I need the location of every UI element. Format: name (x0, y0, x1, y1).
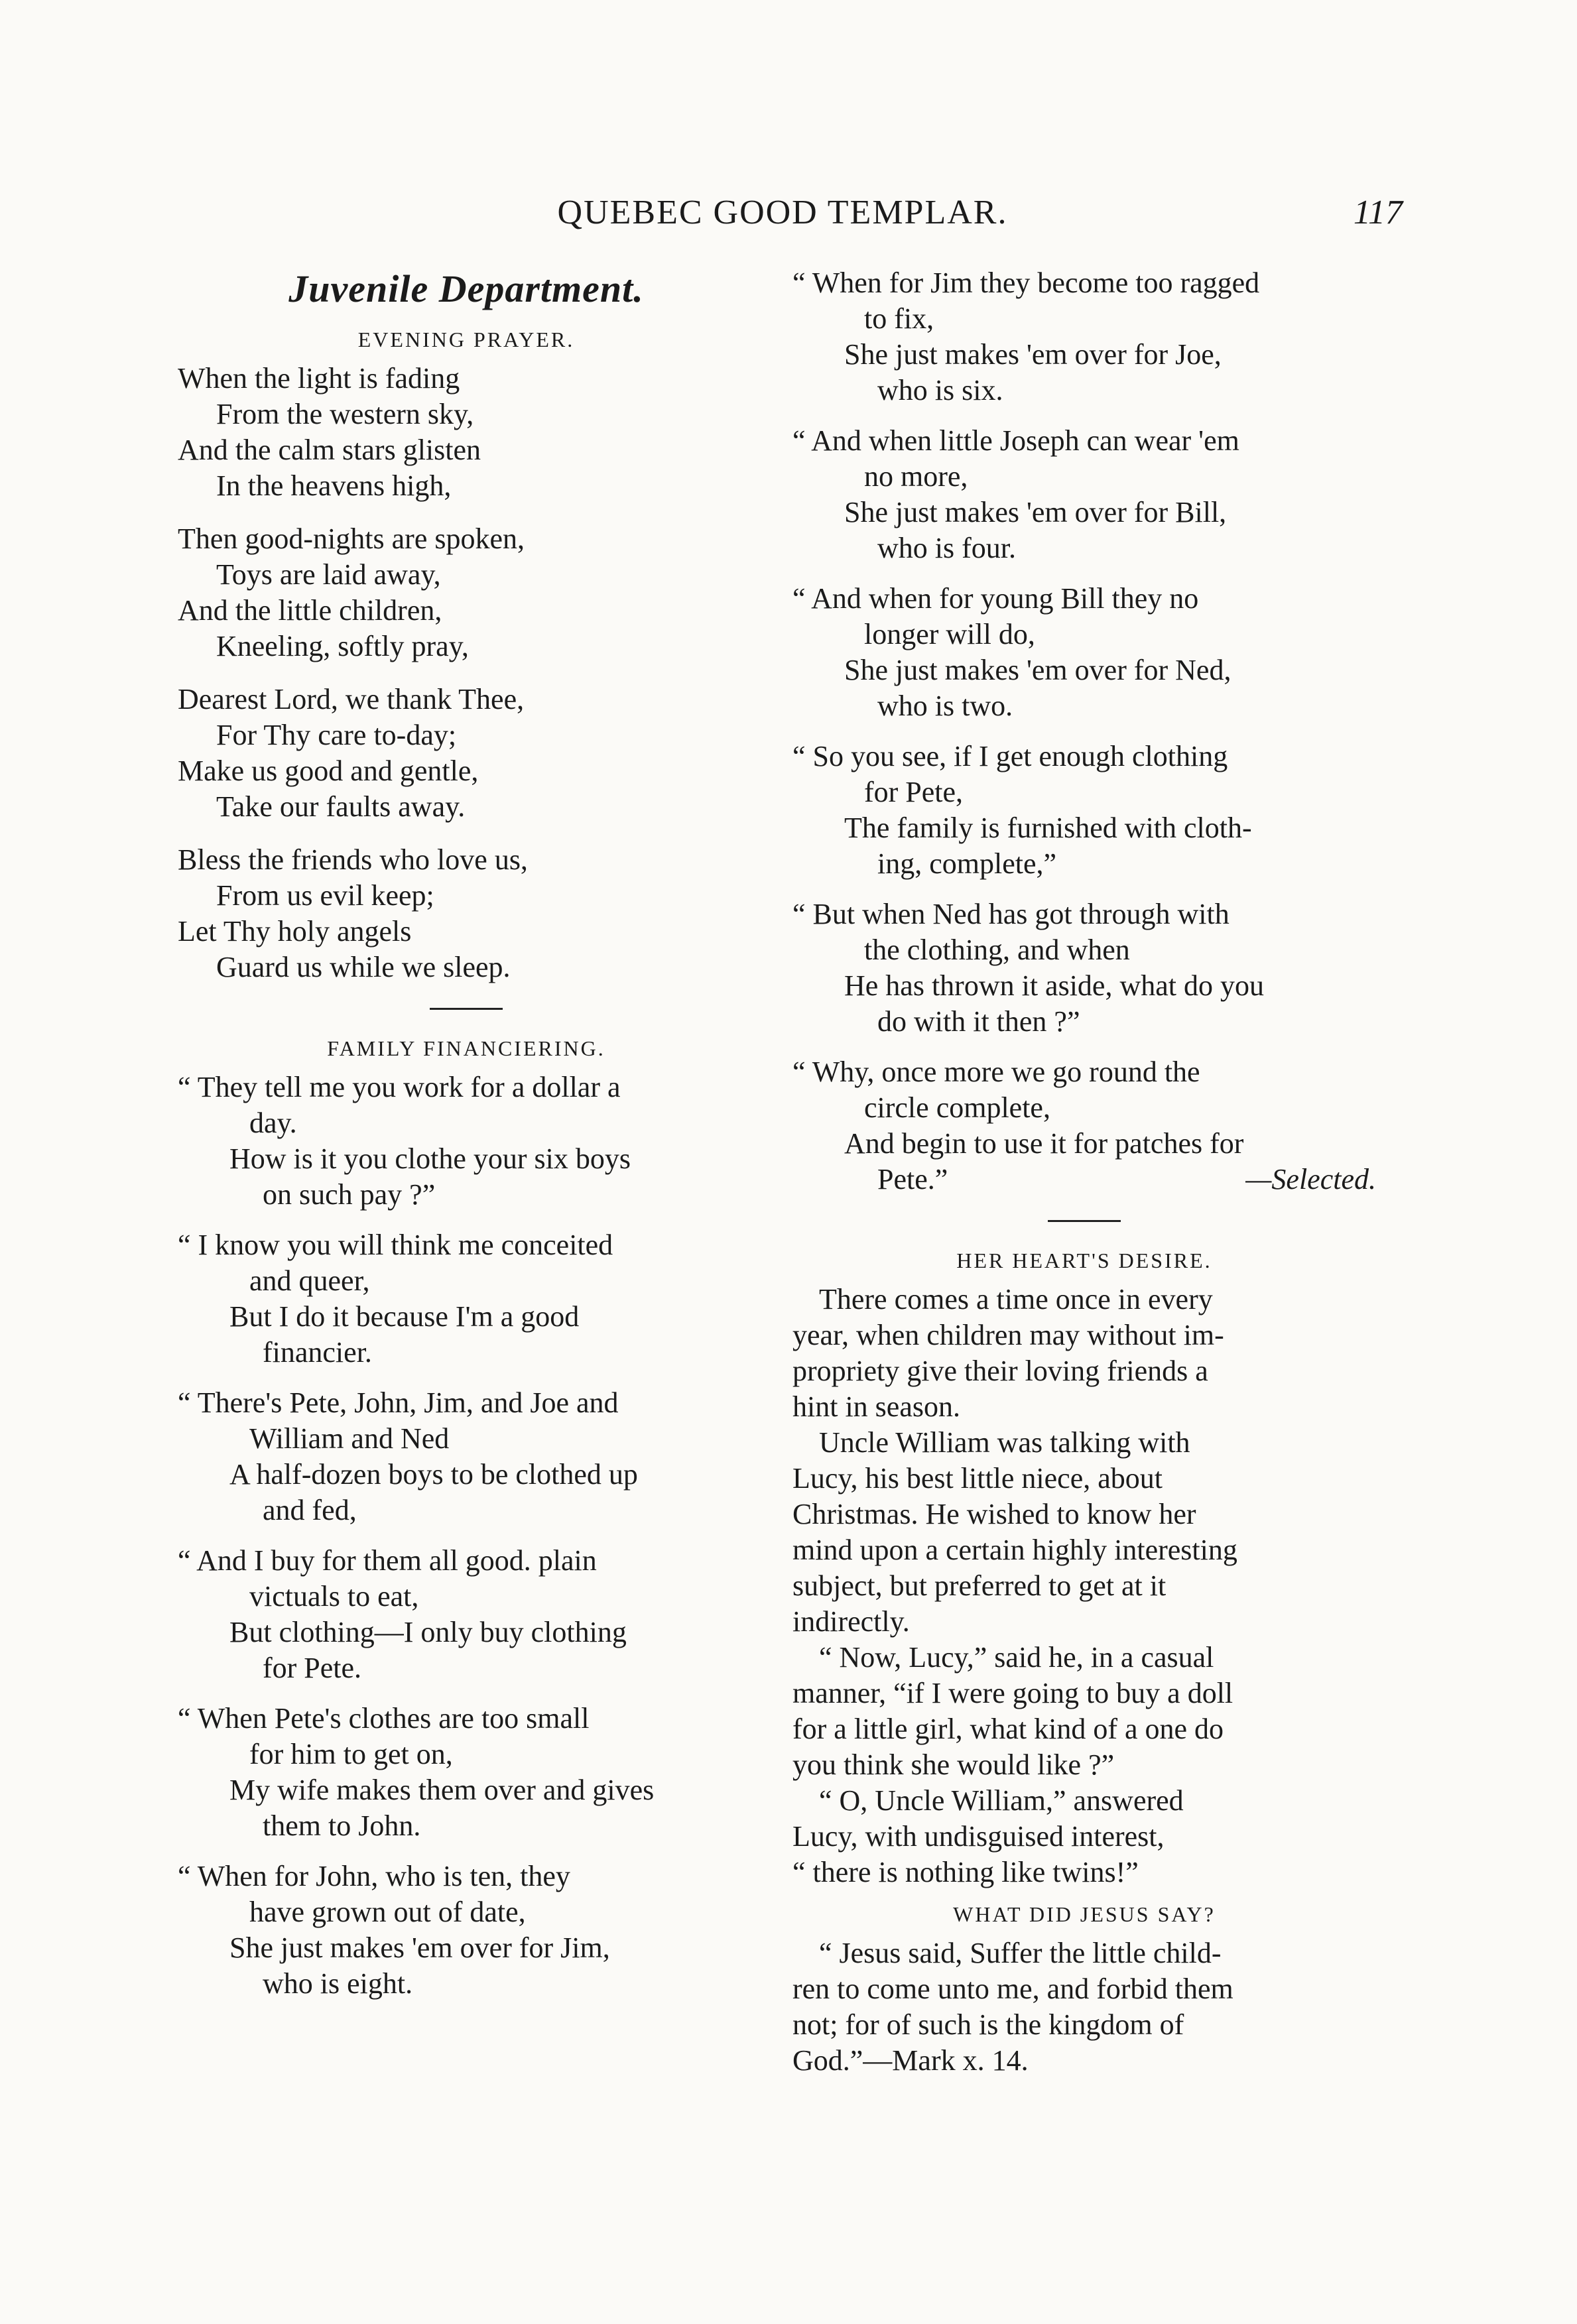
story-line: subject, but preferred to get at it (792, 1569, 1167, 1602)
story-line: year, when children may without im- (792, 1319, 1224, 1351)
poem-line: She just makes 'em over for Ned, (844, 654, 1231, 686)
poem-line: do with it then ?” (877, 1005, 1080, 1038)
poem-line: But clothing—I only buy clothing (229, 1616, 627, 1648)
poem-stanza (178, 682, 755, 825)
poem-line: She just makes 'em over for Jim, (229, 1931, 610, 1964)
story-line: Lucy, with undisguised interest, (792, 1820, 1165, 1853)
what-did-jesus-say-title: WHAT DID JESUS SAY? (953, 1902, 1216, 1926)
her-hearts-desire-story (792, 1282, 1376, 1890)
poem-line: day. (249, 1107, 297, 1139)
story-line: “ Jesus said, Suffer the little child- (819, 1937, 1222, 1969)
poem-line: “ So you see, if I get enough clothing (792, 740, 1228, 772)
poem-line: How is it you clothe your six boys (229, 1142, 631, 1175)
story-line: Uncle William was talking with (819, 1426, 1190, 1459)
poem-line: “ There's Pete, John, Jim, and Joe and (178, 1386, 619, 1419)
poem-line: who is four. (877, 532, 1016, 564)
poem-stanza (792, 423, 1376, 566)
section-divider (1048, 1220, 1121, 1222)
poem-line: on such pay ?” (263, 1178, 436, 1211)
story-line: manner, “if I were going to buy a doll (792, 1677, 1233, 1709)
family-financiering-poem-left (178, 1070, 755, 2002)
story-line: ren to come unto me, and forbid them (792, 1973, 1233, 2005)
story-line: indirectly. (792, 1605, 910, 1638)
poem-line: “ I know you will think me conceited (178, 1229, 613, 1261)
poem-line: “ And when little Joseph can wear 'em (792, 424, 1239, 457)
poem-line: From the western sky, (216, 398, 474, 430)
poem-stanza (792, 739, 1376, 882)
story-line: There comes a time once in every (819, 1283, 1213, 1315)
poem-line: And the calm stars glisten (178, 434, 481, 466)
family-financiering-poem-right (792, 265, 1376, 1197)
poem-line: circle complete, (864, 1091, 1050, 1124)
poem-line: “ And when for young Bill they no (792, 582, 1199, 615)
poem-line: and queer, (249, 1264, 370, 1297)
poem-stanza (792, 1054, 1376, 1197)
poem-line: and fed, (263, 1494, 357, 1526)
poem-stanza (178, 1385, 755, 1528)
poem-line: no more, (864, 460, 968, 493)
poem-line: Take our faults away. (216, 790, 466, 823)
poem-line: “ They tell me you work for a dollar a (178, 1071, 621, 1103)
story-line: Christmas. He wished to know her (792, 1498, 1196, 1530)
poem-line: But I do it because I'm a good (229, 1300, 580, 1333)
poem-line: who is eight. (263, 1967, 413, 2000)
story-paragraph (792, 1783, 1376, 1890)
poem-line: She just makes 'em over for Bill, (844, 496, 1227, 528)
poem-line: for Pete, (864, 776, 964, 808)
poem-line: In the heavens high, (216, 469, 452, 502)
poem-stanza (792, 265, 1376, 408)
story-line: hint in season. (792, 1390, 960, 1423)
poem-line: He has thrown it aside, what do you (844, 969, 1264, 1002)
poem-line: “ When Pete's clothes are too small (178, 1702, 590, 1735)
poem-line: who is six. (877, 374, 1003, 406)
poem-line: “ When for John, who is ten, they (178, 1860, 570, 1892)
story-paragraph (792, 1935, 1376, 2079)
section-divider (430, 1008, 503, 1010)
story-paragraph (792, 1640, 1376, 1783)
poem-line: My wife makes them over and gives (229, 1774, 655, 1806)
poem-line: to fix, (864, 302, 934, 335)
poem-line: And the little children, (178, 594, 442, 627)
what-did-jesus-say-text (792, 1935, 1376, 2079)
poem-line: for Pete. (263, 1652, 362, 1684)
page-header-title: QUEBEC GOOD TEMPLAR. (557, 194, 1008, 231)
poem-line: A half-dozen boys to be clothed up (229, 1458, 638, 1491)
poem-line: “ Why, once more we go round the (792, 1056, 1200, 1088)
poem-stanza (178, 1227, 755, 1371)
poem-line: “ But when Ned has got through with (792, 898, 1230, 930)
poem-line: Make us good and gentle, (178, 755, 479, 787)
poem-stanza (178, 1543, 755, 1686)
poem-line: Guard us while we sleep. (216, 951, 511, 983)
story-line: “ Now, Lucy,” said he, in a casual (819, 1641, 1214, 1674)
signoff-row (792, 1162, 1376, 1197)
right-column (792, 265, 1376, 2079)
poem-line: have grown out of date, (249, 1896, 526, 1928)
poem-stanza (178, 1859, 755, 2002)
story-line: God.”—Mark x. 14. (792, 2044, 1029, 2077)
poem-line: William and Ned (249, 1422, 450, 1455)
poem-line: for him to get on, (249, 1738, 453, 1770)
story-line: mind upon a certain highly interesting (792, 1534, 1237, 1566)
poem-line: the clothing, and when (864, 934, 1130, 966)
poem-line: Toys are laid away, (216, 558, 441, 591)
poem-line: The family is furnished with cloth- (844, 812, 1252, 844)
poem-line: victuals to eat, (249, 1580, 419, 1613)
story-paragraph (792, 1425, 1376, 1640)
story-line: “ O, Uncle William,” answered (819, 1784, 1184, 1817)
poem-line: financier. (263, 1336, 372, 1369)
poem-stanza (178, 842, 755, 985)
story-paragraph (792, 1282, 1376, 1425)
poem-line: Bless the friends who love us, (178, 843, 528, 876)
evening-prayer-title: EVENING PRAYER. (357, 328, 575, 351)
department-heading: Juvenile Department. (288, 267, 644, 310)
poem-stanza (178, 1070, 755, 1213)
poem-stanza (178, 361, 755, 504)
poem-line: Dearest Lord, we thank Thee, (178, 683, 525, 715)
story-line: Lucy, his best little niece, about (792, 1462, 1163, 1495)
story-line: “ there is nothing like twins!” (792, 1856, 1139, 1888)
poem-line: She just makes 'em over for Joe, (844, 338, 1222, 371)
poem-stanza (178, 1701, 755, 1844)
poem-line: For Thy care to-day; (216, 719, 457, 751)
poem-line: longer will do, (864, 618, 1035, 650)
poem-line: Then good-nights are spoken, (178, 522, 525, 555)
poem-line: Kneeling, softly pray, (216, 630, 469, 662)
poem-line: them to John. (263, 1809, 421, 1842)
story-line: for a little girl, what kind of a one do (792, 1713, 1224, 1745)
poem-stanza (792, 896, 1376, 1040)
poem-line: And begin to use it for patches for (844, 1127, 1244, 1160)
left-column (178, 265, 755, 2016)
her-hearts-desire-title: HER HEART'S DESIRE. (956, 1249, 1212, 1272)
poem-line: “ When for Jim they become too ragged (792, 267, 1260, 299)
poem-line: When the light is fading (178, 362, 460, 395)
poem-line: From us evil keep; (216, 879, 434, 912)
poem-stanza (792, 581, 1376, 724)
signoff-attribution: —Selected. (1245, 1163, 1376, 1195)
story-line: not; for of such is the kingdom of (792, 2008, 1184, 2041)
family-financiering-title: FAMILY FINANCIERING. (327, 1036, 605, 1060)
poem-line: ing, complete,” (877, 847, 1057, 880)
evening-prayer-poem (178, 361, 755, 985)
poem-line: Pete.” (877, 1163, 948, 1195)
poem-line: Let Thy holy angels (178, 915, 412, 948)
story-line: propriety give their loving friends a (792, 1355, 1208, 1387)
poem-stanza (178, 521, 755, 664)
poem-line: “ And I buy for them all good. plain (178, 1544, 597, 1577)
story-line: you think she would like ?” (792, 1748, 1115, 1781)
page-number: 117 (1353, 194, 1403, 231)
poem-line: who is two. (877, 690, 1013, 722)
